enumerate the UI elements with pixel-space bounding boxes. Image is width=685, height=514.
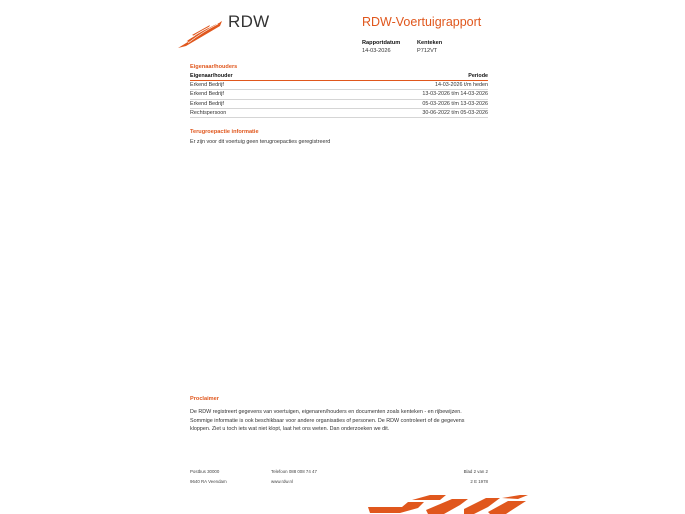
footer-address <box>190 467 227 487</box>
footer-website[interactable]: www.rdw.nl <box>271 479 293 484</box>
period-cell: 13-03-2026 t/m 14-03-2026 <box>422 91 488 98</box>
footer-phone: Telefoon 088 008 74 47 <box>271 469 317 474</box>
footer-code: 2 E 1978 <box>470 479 488 484</box>
decorative-stripes-icon <box>368 495 528 514</box>
disclaimer-line: kloppen. Ziet u toch iets wat niet klopt, laat het ons weten. Dan onderzoeken we dit. <box>190 426 390 433</box>
report-date-label: Rapportdatum <box>362 40 401 46</box>
disclaimer-line: Sommige informatie is ook beschikbaar voor andere organisaties of personen. De RDW controleert of de gegevens <box>190 417 465 424</box>
footer-contact <box>271 467 317 487</box>
license-plate-value: P712VT <box>417 48 438 54</box>
disclaimer-line: De RDW registreert gegevens van voertuigen, eigenaren/houders en documenten zoals kenteken - en rijbewijzen. <box>190 409 462 415</box>
recall-section-title: Terugroepactie informatie <box>190 129 259 135</box>
disclaimer-text <box>190 408 500 434</box>
owners-table-header <box>190 72 488 81</box>
period-cell: 30-06-2022 t/m 05-03-2026 <box>422 109 488 116</box>
footer-city: 9640 RA Veendam <box>190 479 227 484</box>
license-plate-label: Kenteken <box>417 40 443 46</box>
owners-section-title: Eigenaar/houders <box>190 64 238 70</box>
table-row <box>190 109 488 118</box>
table-row <box>190 100 488 109</box>
footer-page-info <box>464 467 488 487</box>
owner-cell: Erkend Bedrijf <box>190 91 224 98</box>
owner-cell: Erkend Bedrijf <box>190 82 224 88</box>
disclaimer-title: Proclaimer <box>190 396 219 402</box>
logo-text: RDW <box>228 12 270 31</box>
rdw-logo-icon <box>176 19 224 49</box>
license-plate-block <box>417 39 442 55</box>
owners-table <box>190 72 488 118</box>
owner-cell: Erkend Bedrijf <box>190 100 224 107</box>
col-period-header: Periode <box>468 73 488 79</box>
footer-page-number: Blad 2 van 2 <box>463 469 488 474</box>
period-cell: 05-03-2026 t/m 13-03-2026 <box>422 100 488 107</box>
report-date-block <box>362 39 400 55</box>
recall-text: Er zijn voor dit voertuig geen terugroepacties geregistreerd <box>190 139 331 145</box>
page-title: RDW-Voertuigrapport <box>362 15 482 29</box>
table-row <box>190 90 488 99</box>
report-date-value: 14-03-2026 <box>362 48 391 54</box>
footer-postbus: Postbus 30000 <box>190 469 220 474</box>
table-row <box>190 81 488 90</box>
owner-cell: Rechtspersoon <box>190 109 227 116</box>
period-cell: 14-03-2026 t/m heden <box>434 82 488 88</box>
col-owner-header: Eigenaar/houder <box>190 73 233 79</box>
